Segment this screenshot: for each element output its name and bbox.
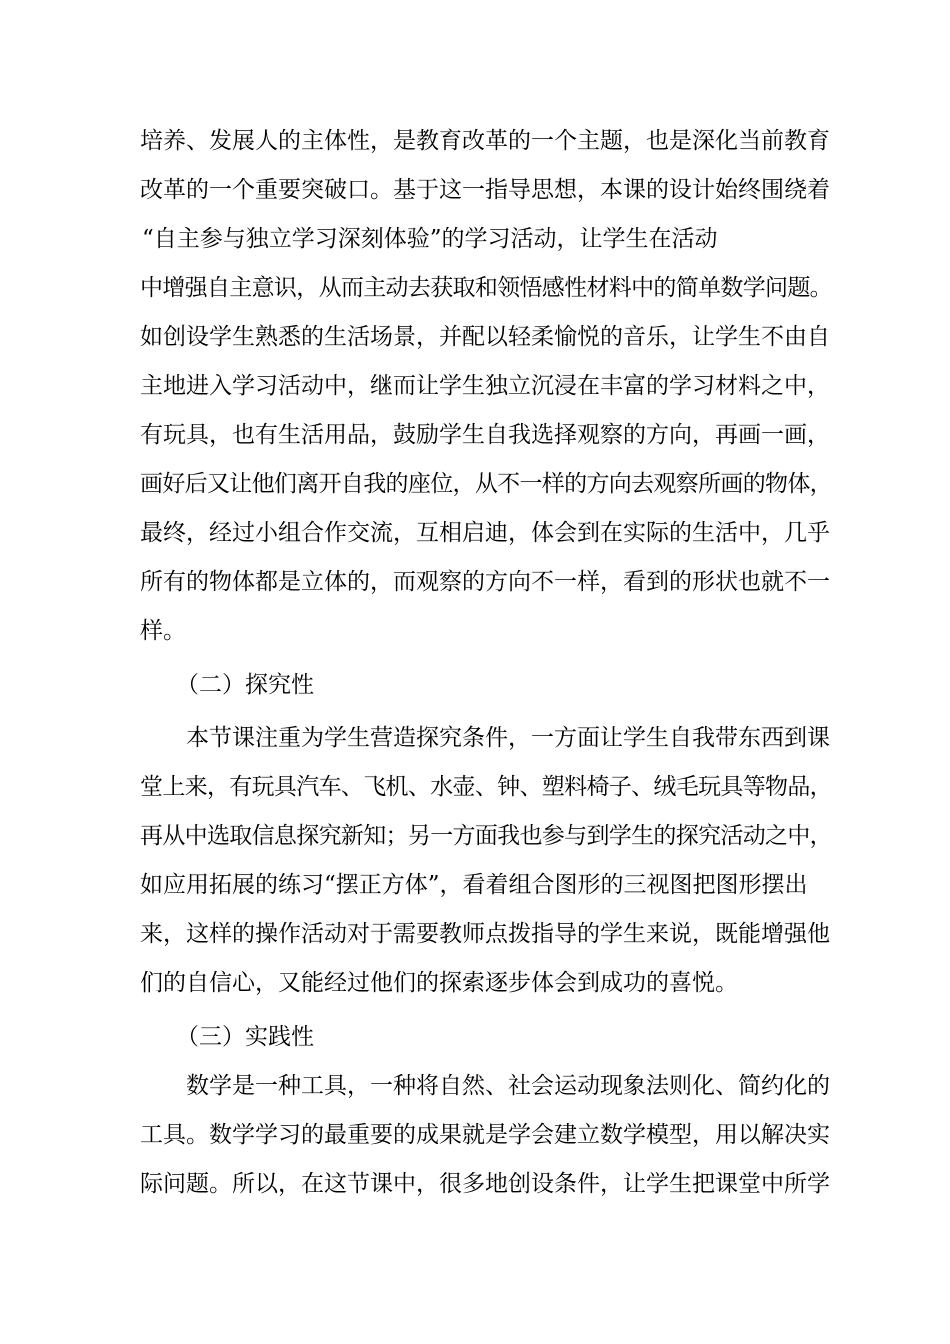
body-text-line: 工具。数学学习的最重要的成果就是学会建立数学模型，用以解决实: [140, 1122, 830, 1148]
body-text-line: “自主参与独立学习深刻体验”的学习活动，让学生在活动: [142, 226, 718, 252]
body-text-line: 中增强自主意识，从而主动去获取和领悟感性材料中的简单数学问题。: [140, 275, 833, 301]
body-text-line: 再从中选取信息探究新知；另一方面我也参与到学生的探究活动之中，: [140, 823, 833, 849]
body-text-line: 数学是一种工具，一种将自然、社会运动现象法则化、简约化的: [186, 1073, 830, 1099]
body-text-line: 们的自信心，又能经过他们的探索逐步体会到成功的喜悦。: [140, 970, 738, 996]
section-heading: （三）实践性: [176, 1024, 314, 1050]
section-heading: （二）探究性: [176, 672, 314, 698]
body-text-line: 来，这样的操作活动对于需要教师点拨指导的学生来说，既能增强他: [140, 921, 830, 947]
body-text-line: 画好后又让他们离开自我的座位，从不一样的方向去观察所画的物体，: [140, 471, 833, 497]
body-text-line: 如应用拓展的练习“摆正方体”，看着组合图形的三视图把图形摆出: [140, 872, 808, 898]
body-text-line: 堂上来，有玩具汽车、飞机、水壶、钟、塑料椅子、绒毛玩具等物品，: [140, 774, 833, 800]
body-text-line: 际问题。所以，在这节课中，很多地创设条件，让学生把课堂中所学: [140, 1171, 830, 1197]
body-text-line: 最终，经过小组合作交流，互相启迪，体会到在实际的生活中，几乎: [140, 520, 830, 546]
body-text-line: 所有的物体都是立体的，而观察的方向不一样，看到的形状也就不一: [140, 569, 830, 595]
body-text-line: 主地进入学习活动中，继而让学生独立沉浸在丰富的学习材料之中，: [140, 373, 830, 399]
body-text-line: 本节课注重为学生营造探究条件，一方面让学生自我带东西到课: [186, 725, 830, 751]
body-text-line: 有玩具，也有生活用品，鼓励学生自我选择观察的方向，再画一画，: [140, 422, 830, 448]
body-text-line: 如创设学生熟悉的生活场景，并配以轻柔愉悦的音乐，让学生不由自: [140, 324, 830, 350]
body-text-line: 改革的一个重要突破口。基于这一指导思想，本课的设计始终围绕着: [140, 177, 830, 203]
body-text-line: 样。: [140, 618, 186, 644]
body-text-line: 培养、发展人的主体性，是教育改革的一个主题，也是深化当前教育: [140, 128, 830, 154]
